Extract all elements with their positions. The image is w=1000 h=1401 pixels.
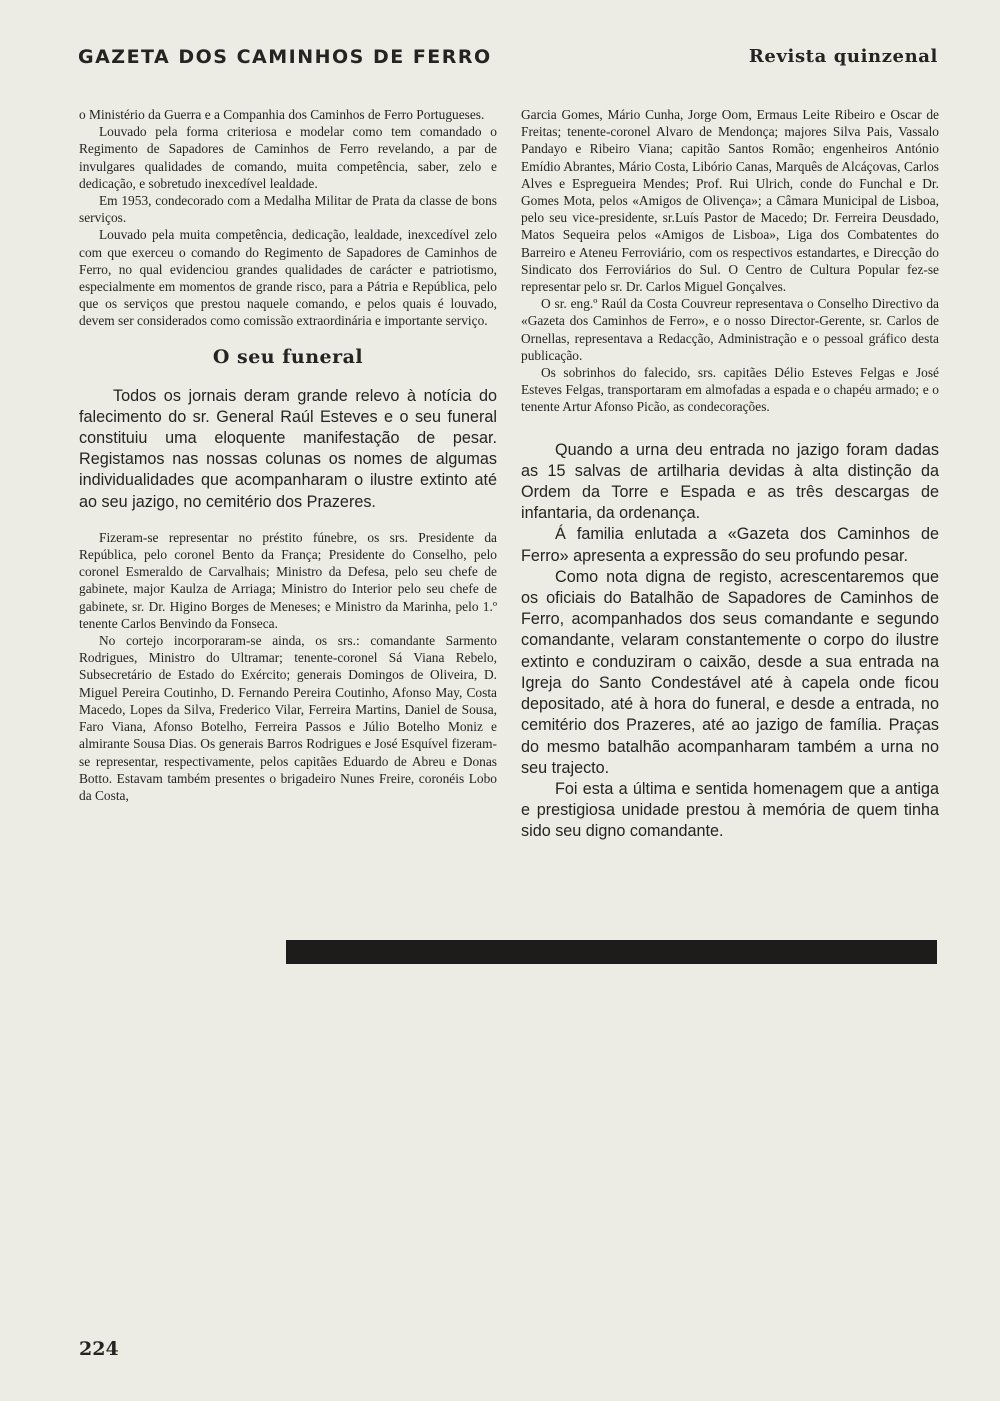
page-header xyxy=(78,46,938,76)
paragraph: Garcia Gomes, Mário Cunha, Jorge Oom, Ermaus Leite Ribeiro e Oscar de Freitas; tenente-coronel Alvaro de Mendonça; majores Silva Pais, Vassalo Pandayo e Ribeiro Viana; capitão Santos Romão; engenheiros António Emídio Abrantes, Mário Costa, Libório Canas, Marquês de Alcáçovas, Carlos Alves e Espregueira Mendes; Prof. Rui Ulrich, conde do Funchal e Dr. Gomes Mota, pelos «Amigos de Olivença»; a Câmara Municipal de Lisboa, pelo seu vice-presidente, sr.Luís Pastor de Macedo; Dr. Ferreira Deusdado, Matos Sequeira pelos «Amigos de Lisboa», Liga dos Combatentes do Barreiro e Ateneu Ferroviário, com os respectivos estandartes, e Direcção do Sindicato dos Ferroviários do Sul. O Centro de Cultura Popular fez-se representar pelo sr. Dr. Carlos Miguel Gonçalves. xyxy=(521,107,939,295)
intro-paragraph: Todos os jornais deram grande relevo à notícia do falecimento do sr. General Raúl Esteves e o seu funeral constituiu uma eloquente manifestação de pesar. Registamos nas nossas colunas os nomes de algumas individualidades que acompanharam o ilustre extinto até ao seu jazigo, no cemitério dos Prazeres. xyxy=(79,386,497,511)
paragraph: Quando a urna deu entrada no jazigo foram dadas as 15 salvas de artilharia devidas à alta distinção da Ordem da Torre e Espada e as três descargas de infantaria, da ordenança. xyxy=(521,440,939,523)
section-title: O seu funeral xyxy=(212,345,364,368)
paragraph: O sr. eng.º Raúl da Costa Couvreur representava o Conselho Directivo da «Gazeta dos Caminhos de Ferro», e o nosso Director-Gerente, sr. Carlos de Ornellas, representava a Redacção, Administração e o pessoal gráfico desta publicação. xyxy=(521,296,939,363)
paragraph: Louvado pela muita competência, dedicação, lealdade, inexcedível zelo com que exerceu o comando do Regimento de Sapadores de Caminhos de Ferro, no qual evidenciou grandes qualidades de carácter e patriotismo, especialmente em momentos de grande risco, para a Pátria e República, pelo que os serviços que prestou naquele comando, e pelos quais é louvado, devem ser considerados como comissão extraordinária e importante serviço. xyxy=(79,227,497,329)
publication-title: GAZETA DOS CAMINHOS DE FERRO xyxy=(78,46,492,68)
paragraph: Como nota digna de registo, acrescentaremos que os oficiais do Batalhão de Sapadores de Caminhos de Ferro, acompanhados dos seus comandante e segundo comandante, velaram constantemente o corpo do ilustre extinto e conduziram o caixão, desde a sua entrada na Igreja do Santo Condestável até à capela onde ficou depositado, até à hora do funeral, e desde a entrada, no cemitério dos Prazeres, até ao jazigo de família. Praças do mesmo batalhão acompanharam também a urna no seu trajecto. xyxy=(521,567,939,777)
right-column xyxy=(521,106,939,843)
paragraph: Em 1953, condecorado com a Medalha Militar de Prata da classe de bons serviços. xyxy=(79,193,497,226)
paragraph: o Ministério da Guerra e a Companhia dos Caminhos de Ferro Portugueses. xyxy=(79,107,485,122)
paragraph: No cortejo incorporaram-se ainda, os srs.: comandante Sarmento Rodrigues, Ministro do Ultramar; tenente-coronel Sá Viana Rebelo, Subsecretário de Estado do Exército; generais Domingos de Oliveira, D. Miguel Pereira Coutinho, D. Fernando Pereira Coutinho, Afonso May, Costa Macedo, Lopes da Silva, Frederico Vilar, Ferreira Martins, Daniel de Sousa, Faro Viana, Afonso Botelho, Ferreira Passos e Júlio Botelho Moniz e almirante Sousa Dias. Os generais Barros Rodrigues e José Esquível fizeram-se representar, respectivamente, pelos capitães Eduardo de Abreu e Donas Botto. Estavam também presentes o brigadeiro Nunes Freire, coronéis Lobo da Costa, xyxy=(79,633,497,803)
end-of-article-bar xyxy=(286,940,937,964)
page-number: 224 xyxy=(79,1338,119,1360)
paragraph: Á familia enlutada a «Gazeta dos Caminhos de Ferro» apresenta a expressão do seu profundo pesar. xyxy=(521,525,939,565)
paragraph: Louvado pela forma criteriosa e modelar como tem comandado o Regimento de Sapadores de Caminhos de Ferro revelando, a par de invulgares qualidades de comando, muita competência, saber, zelo e dedicação, e sobretudo inexcedível lealdade. xyxy=(79,124,497,191)
paragraph: Fizeram-se representar no préstito fúnebre, os srs. Presidente da República, pelo coronel Bento da França; Presidente do Conselho, pelo coronel Esmeraldo de Carvalhais; Ministro da Defesa, pelo seu chefe de gabinete, major Kaulza de Arriaga; Ministro do Interior pelo seu chefe de gabinete, sr. Dr. Higino Borges de Meneses; e Ministro da Marinha, pelo 1.º tenente Carlos Benvindo da Fonseca. xyxy=(79,529,497,631)
paragraph: Os sobrinhos do falecido, srs. capitães Délio Esteves Felgas e José Esteves Felgas, transportaram em almofadas a espada e o chapéu armado; e o tenente Artur Afonso Picão, as condecorações. xyxy=(521,365,939,415)
paragraph: Foi esta a última e sentida homenagem que a antiga e prestigiosa unidade prestou à memória de quem tinha sido seu digno comandante. xyxy=(521,779,939,841)
left-column xyxy=(79,106,497,804)
publication-subtitle: Revista quinzenal xyxy=(748,46,938,67)
